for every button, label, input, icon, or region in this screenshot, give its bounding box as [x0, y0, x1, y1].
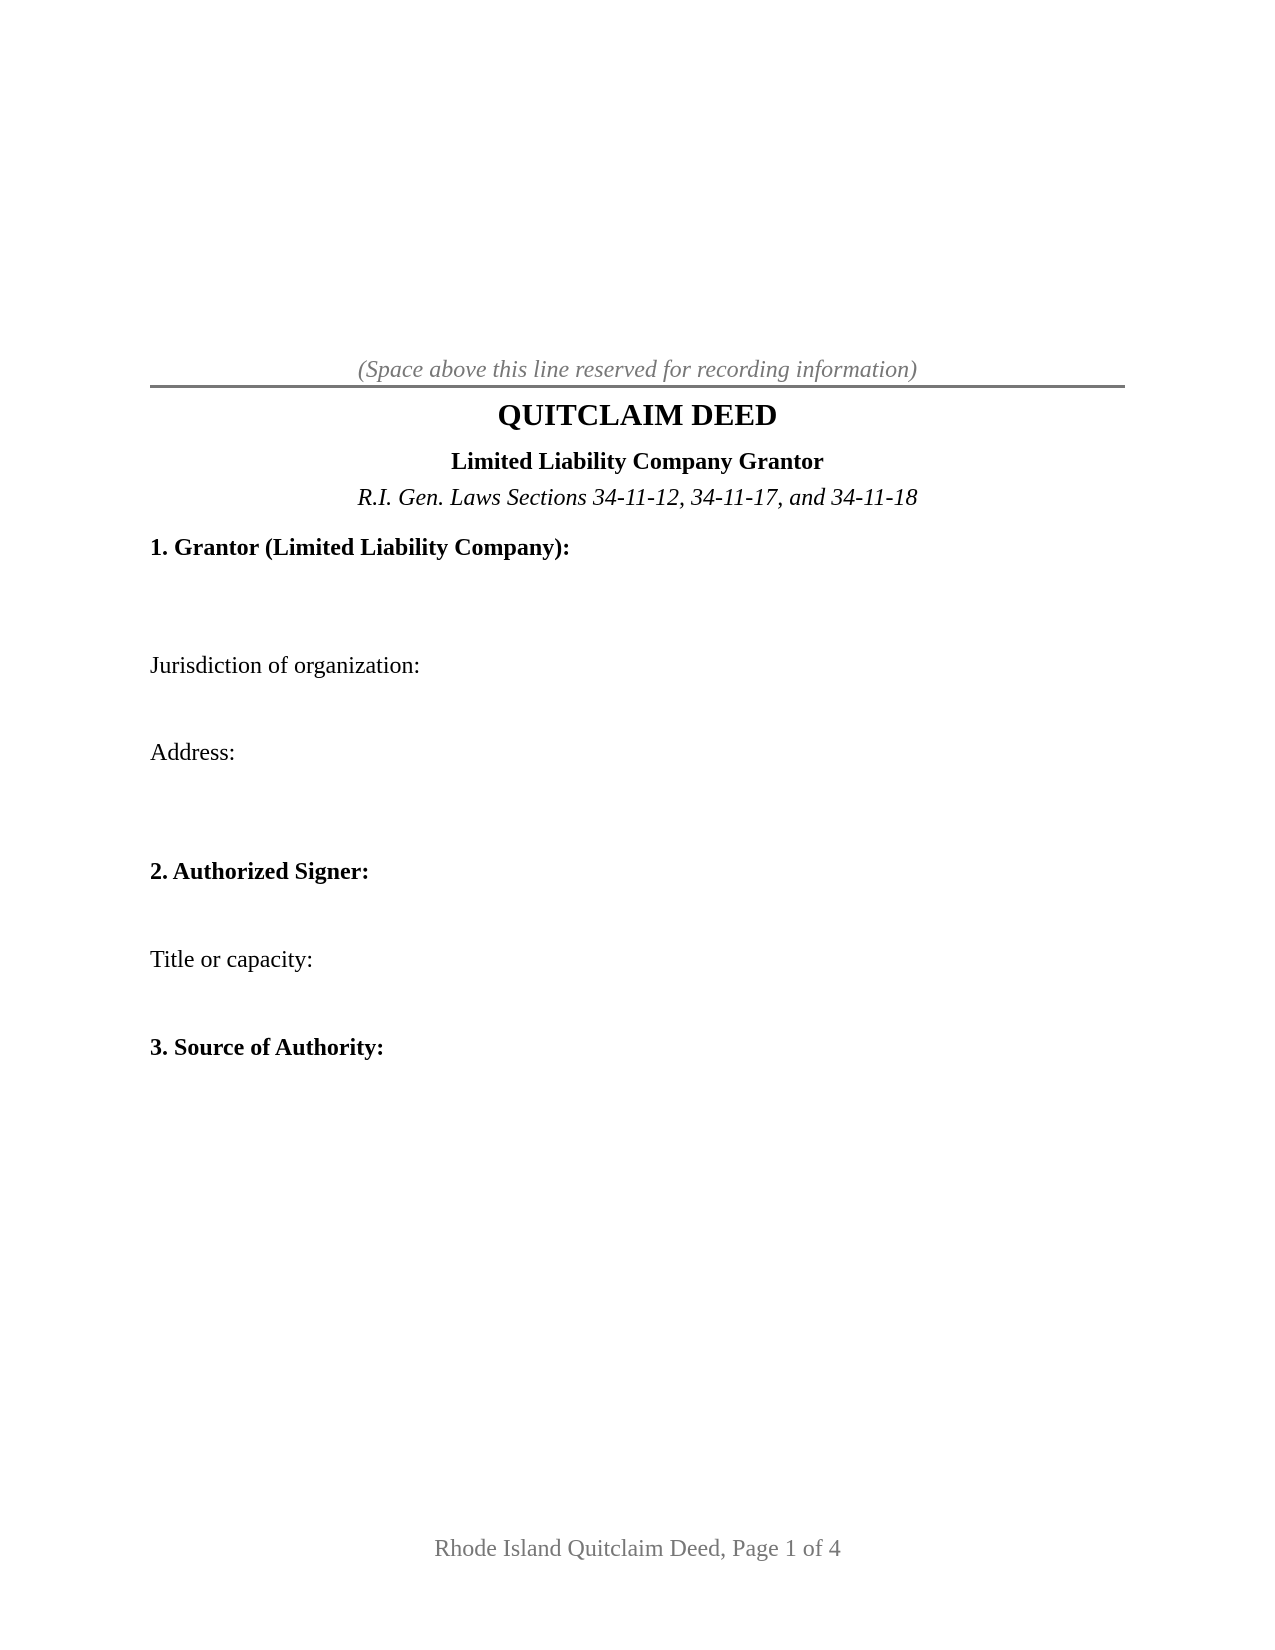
recording-space-note: (Space above this line reserved for recording information) — [357, 357, 918, 383]
recording-divider-line — [150, 385, 1125, 388]
document-title: QUITCLAIM DEED — [497, 397, 778, 432]
section-grantor-heading: 1. Grantor (Limited Liability Company): — [150, 535, 571, 561]
jurisdiction-label: Jurisdiction of organization: — [150, 653, 421, 679]
document-subtitle: Limited Liability Company Grantor — [451, 449, 824, 475]
statute-reference: R.I. Gen. Laws Sections 34-11-12, 34-11-17, and 34-11-18 — [357, 485, 918, 511]
section-authority-heading: 3. Source of Authority: — [150, 1035, 385, 1061]
section-signer-heading: 2. Authorized Signer: — [150, 859, 370, 885]
page-footer: Rhode Island Quitclaim Deed, Page 1 of 4 — [434, 1536, 841, 1562]
title-capacity-label: Title or capacity: — [150, 947, 314, 973]
address-label: Address: — [150, 740, 236, 766]
